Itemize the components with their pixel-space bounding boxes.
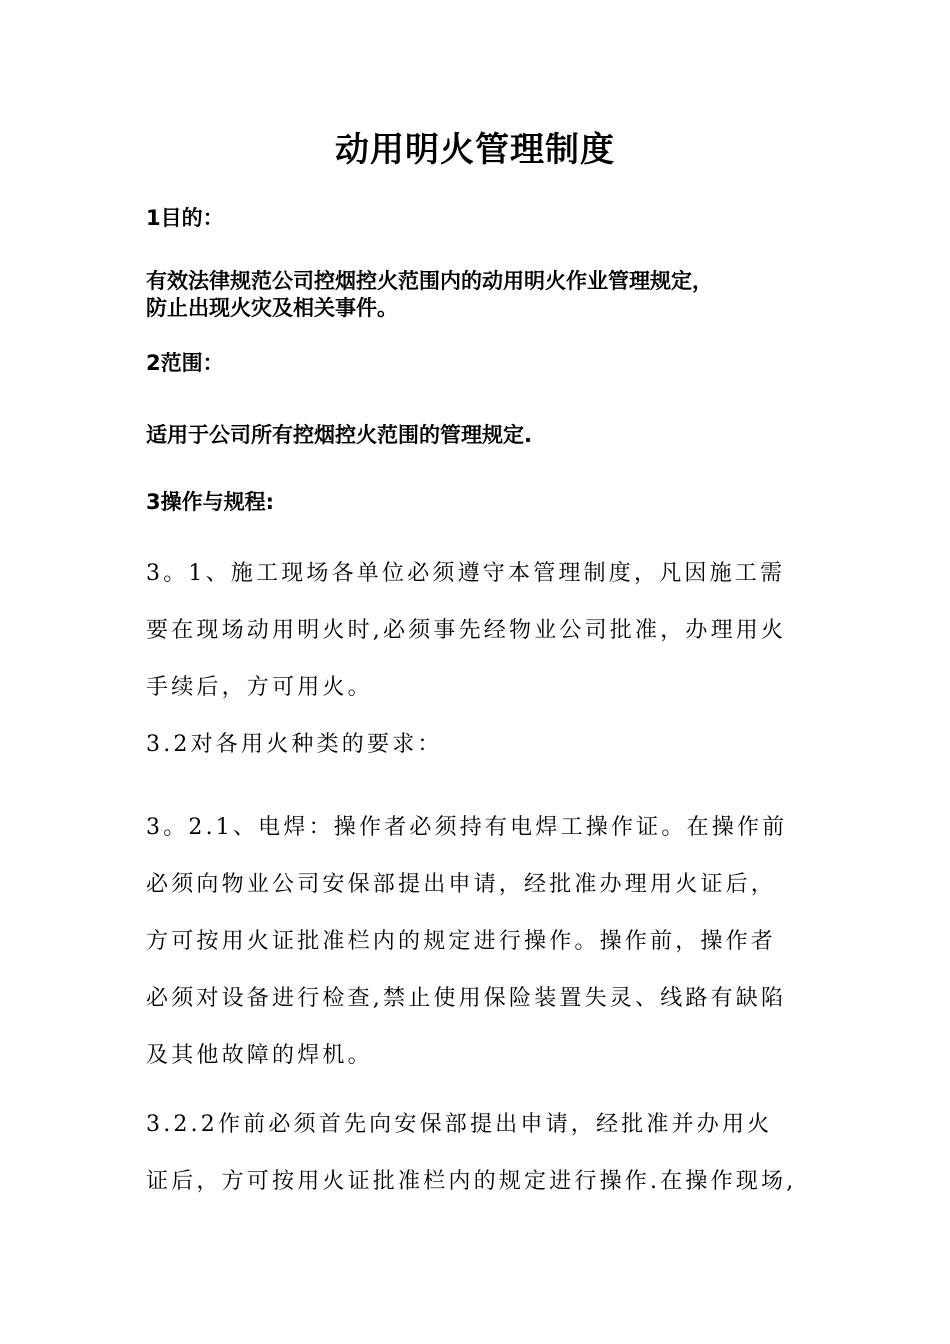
paragraph-line: 手续后，方可用火。 bbox=[146, 675, 373, 700]
section-3-heading: 3操作与规程: bbox=[146, 490, 275, 514]
section-1-body-line-2: 防止出现火灾及相关事件。 bbox=[146, 296, 398, 320]
paragraph-line: 3。2.1、电焊：操作者必须持有电焊工操作证。在操作前 bbox=[146, 815, 788, 840]
paragraph-3-2 bbox=[146, 725, 826, 782]
section-2-heading: 2范围： bbox=[146, 351, 224, 375]
paragraph-line: 方可按用火证批准栏内的规定进行操作。操作前，操作者 bbox=[146, 929, 777, 954]
section-1-heading: 1目的： bbox=[146, 206, 224, 230]
paragraph-3-2-1 bbox=[146, 808, 826, 1093]
section-2-body: 适用于公司所有控烟控火范围的管理规定. bbox=[146, 423, 532, 447]
paragraph-line: 证后，方可按用火证批准栏内的规定进行操作.在操作现场, bbox=[146, 1169, 797, 1194]
paragraph-line: 及其他故障的焊机。 bbox=[146, 1043, 373, 1068]
paragraph-line: 必须向物业公司安保部提出申请，经批准办理用火证后， bbox=[146, 872, 777, 897]
paragraph-line: 3.2.2作前必须首先向安保部提出申请，经批准并办用火 bbox=[146, 1112, 773, 1137]
paragraph-line: 3.2对各用火种类的要求： bbox=[146, 732, 443, 757]
paragraph-line: 要在现场动用明火时,必须事先经物业公司批准，办理用火 bbox=[146, 618, 787, 643]
paragraph-3-1 bbox=[146, 554, 826, 725]
paragraph-line: 必须对设备进行检查,禁止使用保险装置失灵、线路有缺陷 bbox=[146, 986, 787, 1011]
section-1-body-line-1: 有效法律规范公司控烟控火范围内的动用明火作业管理规定， bbox=[146, 269, 713, 293]
paragraph-3-2-2 bbox=[146, 1105, 826, 1219]
document-title: 动用明火管理制度 bbox=[335, 130, 615, 170]
paragraph-line: 3。1、施工现场各单位必须遵守本管理制度，凡因施工需 bbox=[146, 561, 786, 586]
